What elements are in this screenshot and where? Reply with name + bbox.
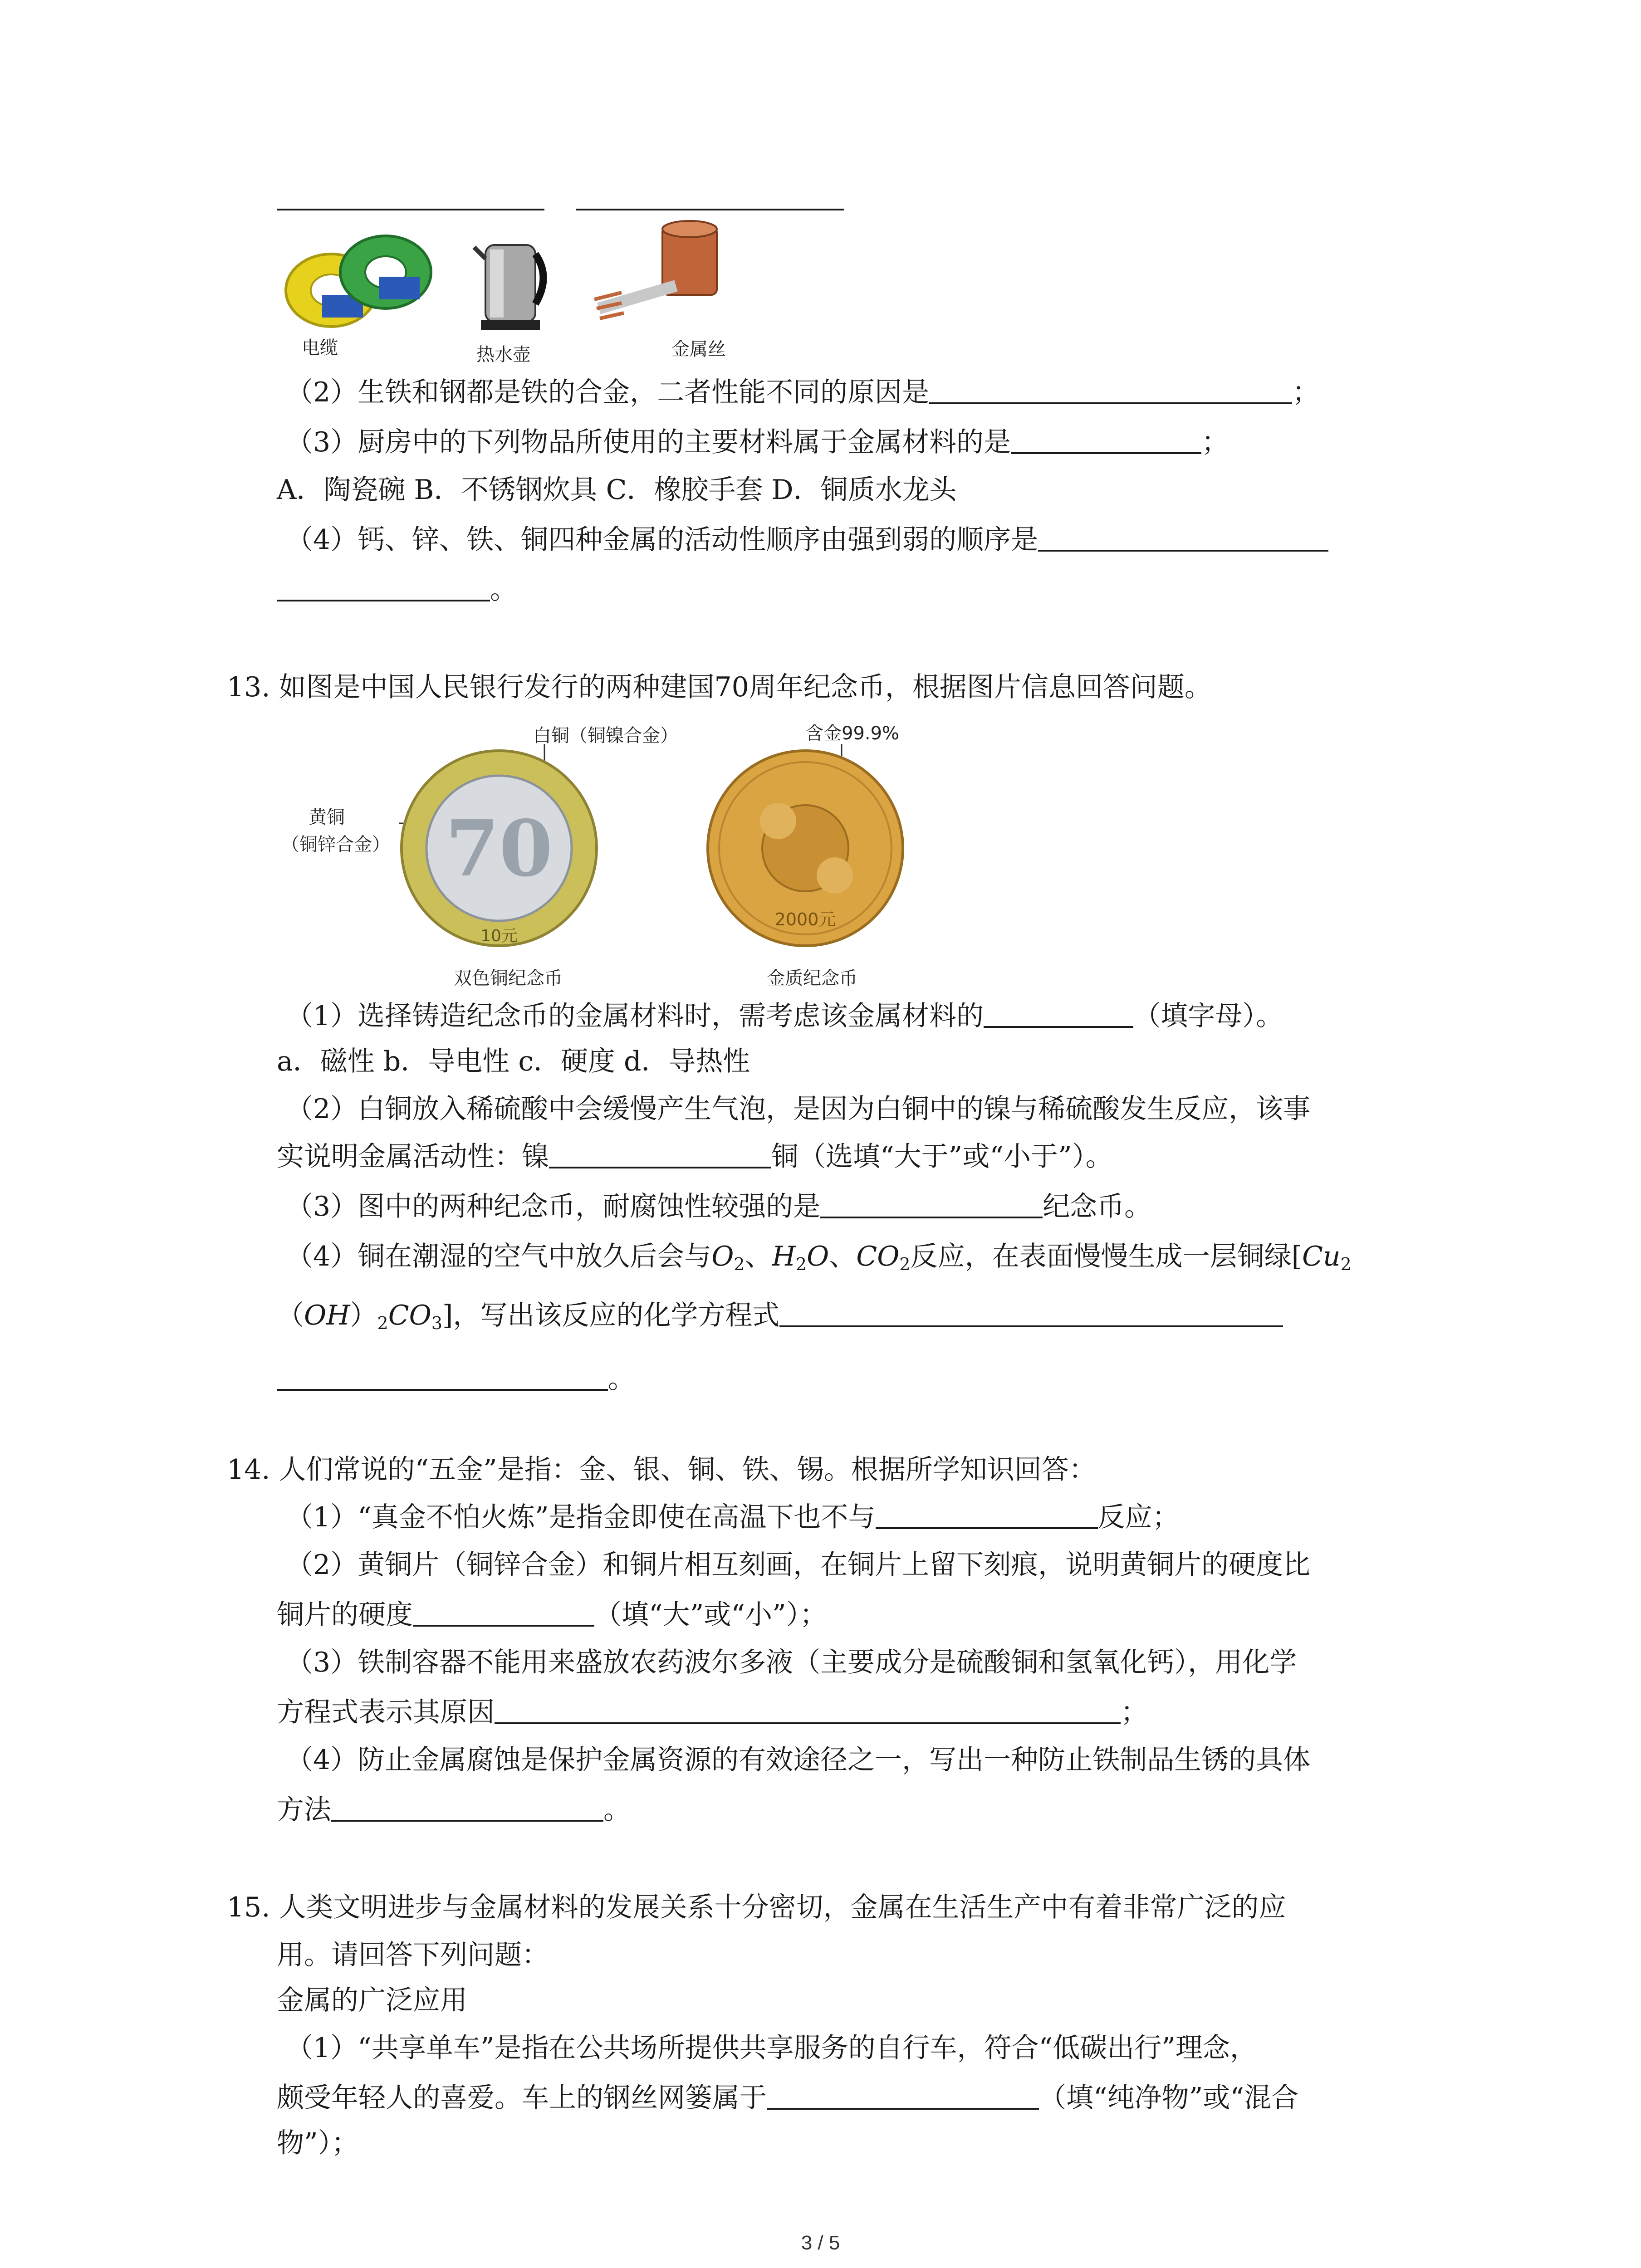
answer-blank-q14-2[interactable] (413, 1598, 594, 1627)
bimetal-coin-image (399, 744, 599, 953)
q13-part2-l2: 实说明金属活动性：镍 铜（选填“大于”或“小于”）。 (277, 1139, 1113, 1175)
answer-blank-q13-1[interactable] (984, 999, 1133, 1028)
answer-blank-q12-3[interactable] (1011, 425, 1201, 454)
q13-part4-l3: 。 (277, 1361, 635, 1397)
q13-part1-options: a．磁性 b．导电性 c．硬度 d．导热性 (277, 1046, 750, 1077)
q14-part2-l2: 铜片的硬度 （填“大”或“小”）； (277, 1597, 827, 1633)
q12-part4-cont: 。 (277, 572, 517, 608)
label-huangtong-alloy: （铜锌合金） (281, 834, 390, 855)
q13-part1: （1）选择铸造纪念币的金属材料时，需考虑该金属材料的 （填字母）。 (286, 998, 1283, 1034)
answer-blank-q13-4b[interactable] (277, 1362, 608, 1391)
q15-part1-l3: 物”）； (277, 2127, 359, 2159)
q15-part1-l1: （1）“共享单车”是指在公共场所提供共享服务的自行车，符合“低碳出行”理念， (286, 2032, 1257, 2064)
answer-blank-q12-4a[interactable] (1038, 523, 1328, 552)
q14-part4-l1: （4）防止金属腐蚀是保护金属资源的有效途径之一，写出一种防止铁制品生锈的具体 (286, 1744, 1311, 1776)
q13-part2-l1: （2）白铜放入稀硫酸中会缓慢产生气泡，是因为白铜中的镍与稀硫酸发生反应，该事 (286, 1093, 1311, 1125)
answer-blank-q12-1a[interactable] (277, 181, 544, 210)
q15-stem-l1: 15. 人类文明进步与金属材料的发展关系十分密切，金属在生活生产中有着非常广泛的应 (227, 1892, 1286, 1923)
coin2-value: 2000元 (774, 909, 836, 929)
q14-stem: 14. 人们常说的“五金”是指：金、银、铜、铁、锡。根据所学知识回答： (227, 1454, 1096, 1486)
q14-part1: （1）“真金不怕火炼”是指金即使在高温下也不与 反应； (286, 1499, 1180, 1535)
coin1-caption: 双色铜纪念币 (454, 968, 563, 989)
q13-part4-l2: $(OH)_2CO_3$]，写出该反应的化学方程式 (277, 1297, 1283, 1341)
answer-blank-q14-3[interactable] (495, 1695, 1121, 1724)
q14-part2-l1: （2）黄铜片（铜锌合金）和铜片相互刻画，在铜片上留下刻痕，说明黄铜片的硬度比 (286, 1549, 1311, 1581)
answer-blank-q13-3[interactable] (820, 1189, 1043, 1218)
label-gold-purity: 含金99.9% (805, 723, 900, 744)
img-label-wire: 金属丝 (671, 339, 726, 360)
answer-blank-q13-4a[interactable] (779, 1298, 1283, 1327)
q14-part4-l2: 方法 。 (277, 1792, 631, 1828)
answer-blank-q12-2[interactable] (929, 375, 1292, 404)
gold-coin-image (705, 744, 905, 953)
label-baitong: 白铜（铜镍合金） (533, 725, 678, 746)
q12-part3-options: A．陶瓷碗 B．不锈钢炊具 C．橡胶手套 D．铜质水龙头 (277, 474, 957, 506)
img-label-kettle: 热水壶 (476, 344, 531, 365)
answer-blank-q14-1[interactable] (876, 1500, 1098, 1529)
cable-image (281, 227, 436, 336)
q13-part3: （3）图中的两种纪念币，耐腐蚀性较强的是 纪念币。 (286, 1188, 1151, 1225)
coin-seventy-number: 70 (445, 803, 553, 894)
label-huangtong: 黄铜 (309, 807, 345, 828)
coin1-value: 10元 (480, 927, 518, 945)
answer-blank-q15-1[interactable] (767, 2081, 1039, 2110)
kettle-image (472, 231, 554, 336)
page-number: 3 / 5 (801, 2232, 840, 2254)
img-label-cable: 电缆 (302, 337, 338, 358)
q12-part4: （4）钙、锌、铁、铜四种金属的活动性顺序由强到弱的顺序是 (286, 522, 1328, 558)
q13-stem: 13. 如图是中国人民银行发行的两种建国70周年纪念币，根据图片信息回答问题。 (227, 671, 1212, 703)
answer-blank-q14-4[interactable] (331, 1793, 603, 1822)
q14-part3-l1: （3）铁制容器不能用来盛放农药波尔多液（主要成分是硫酸铜和氢氧化钙），用化学 (286, 1647, 1297, 1678)
q15-stem-l2: 用。请回答下列问题： (277, 1939, 549, 1971)
q12-part3: （3）厨房中的下列物品所使用的主要材料属于金属材料的是 ； (286, 424, 1229, 460)
q12-part2: （2）生铁和钢都是铁的合金，二者性能不同的原因是 ； (286, 374, 1319, 411)
wire-image (594, 218, 749, 331)
answer-blank-q12-1b[interactable] (576, 181, 844, 210)
coin2-caption: 金质纪念币 (767, 968, 857, 989)
q13-part4-l1: （4）铜在潮湿的空气中放久后会与$O_2$、$H_2O$、$CO_2$反应，在表面慢慢生成一层铜绿[$Cu_2$ (286, 1241, 1352, 1274)
q15-part1-l2: 颇受年轻人的喜爱。车上的钢丝网篓属于 （填“纯净物”或“混合 (277, 2080, 1298, 2116)
q14-part3-l2: 方程式表示其原因 ； (277, 1694, 1148, 1730)
answer-blank-q12-4b[interactable] (277, 572, 490, 601)
answer-blank-q13-2[interactable] (549, 1139, 771, 1168)
q15-heading: 金属的广泛应用 (277, 1984, 467, 2016)
